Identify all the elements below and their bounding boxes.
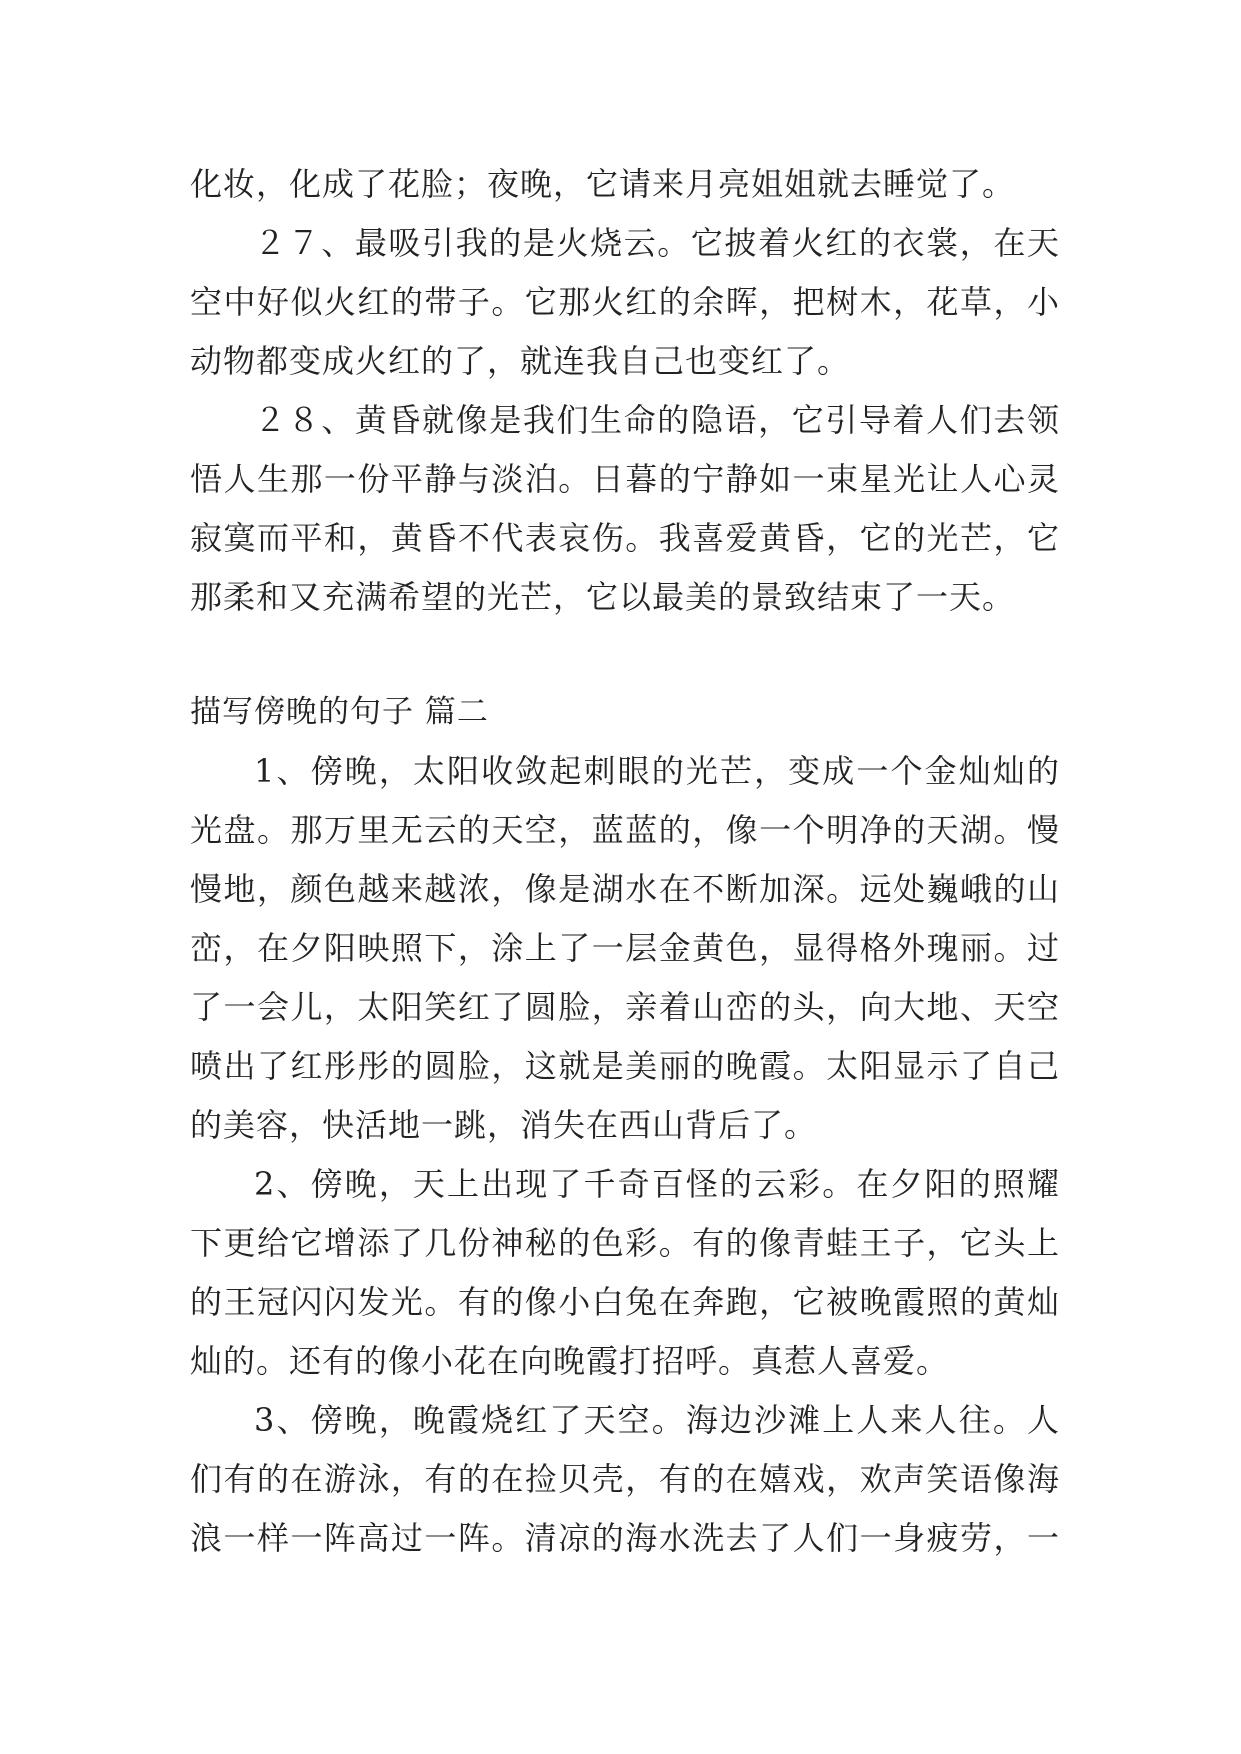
item-1-line-1: 1、傍晚，太阳收敛起刺眼的光芒，变成一个金灿灿的 [254,752,1060,790]
item-3-line-1: 3、傍晚，晚霞烧红了天空。海边沙滩上人来人往。人 [254,1401,1060,1439]
item-28-line-3: 寂寞而平和，黄昏不代表哀伤。我喜爱黄昏，它的光芒，它 [190,519,1060,557]
item-1-line-7: 的美容，快活地一跳，消失在西山背后了。 [190,1106,818,1144]
document-body [190,155,1060,1568]
item-27-line-3: 动物都变成火红的了，就连我自己也变红了。 [190,342,851,380]
item-28-line-1: ２８、黄昏就像是我们生命的隐语，它引导着人们去领 [254,401,1060,439]
item-28-line-4: 那柔和又充满希望的光芒，它以最美的景致结束了一天。 [190,578,1016,616]
item-3-line-3: 浪一样一阵高过一阵。清凉的海水洗去了人们一身疲劳，一 [190,1519,1060,1557]
item-28-line-2: 悟人生那一份平静与淡泊。日暮的宁静如一束星光让人心灵 [190,460,1060,498]
item-1-line-5: 了一会儿，太阳笑红了圆脸，亲着山峦的头，向大地、天空 [190,988,1060,1026]
item-27-line-2: 空中好似火红的带子。它那火红的余晖，把树木，花草，小 [190,283,1060,321]
item-2-line-1: 2、傍晚，天上出现了千奇百怪的云彩。在夕阳的照耀 [254,1165,1060,1203]
section-gap [190,627,1060,683]
item-1-line-4: 峦，在夕阳映照下，涂上了一层金黄色，显得格外瑰丽。过 [190,929,1060,967]
item-2-line-2: 下更给它增添了几份神秘的色彩。有的像青蛙王子，它头上 [190,1224,1060,1262]
item-1-line-3: 慢地，颜色越来越浓，像是湖水在不断加深。远处巍峨的山 [190,870,1060,908]
item-1-line-2: 光盘。那万里无云的天空，蓝蓝的，像一个明净的天湖。慢 [190,811,1060,849]
item-2-line-4: 灿的。还有的像小花在向晚霞打招呼。真惹人喜爱。 [190,1342,950,1380]
section-heading: 描写傍晚的句子 篇二 [190,694,489,730]
item-27-line-1: ２７、最吸引我的是火烧云。它披着火红的衣裳，在天 [254,224,1060,262]
item-2-line-3: 的王冠闪闪发光。有的像小白兔在奔跑，它被晚霞照的黄灿 [190,1283,1060,1321]
item-1-line-6: 喷出了红彤彤的圆脸，这就是美丽的晚霞。太阳显示了自己 [190,1047,1060,1085]
continuation-line: 化妆，化成了花脸；夜晚，它请来月亮姐姐就去睡觉了。 [190,165,1016,203]
item-3-line-2: 们有的在游泳，有的在捡贝壳，有的在嬉戏，欢声笑语像海 [190,1460,1060,1498]
